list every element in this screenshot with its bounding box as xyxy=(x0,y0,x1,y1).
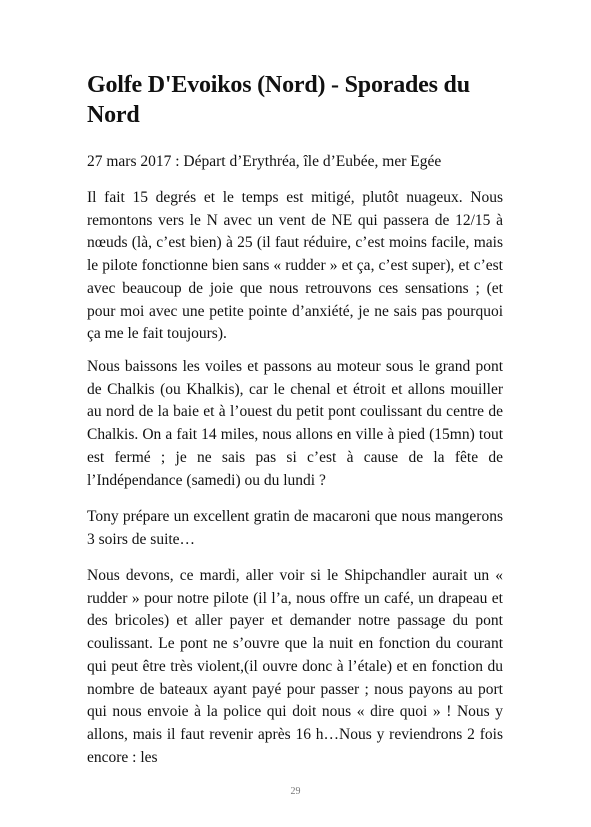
page-number: 29 xyxy=(290,786,301,797)
paragraph-2: Nous baissons les voiles et passons au moteur sous le grand pont de Chalkis (ou Khalkis), car le chenal et étroit et allons mouiller au nord de la baie et à l’ouest du petit pont coulissant du centre de Chalkis. On a fait 14 miles, nous allons en ville à pied (15mn) tout est fermé ; je ne sais pas si c’est à cause de la fête de l’Indépendance (samedi) ou du lundi ? xyxy=(87,358,503,489)
paragraph-4: Nous devons, ce mardi, aller voir si le Shipchandler aurait un « rudder » pour notre pilote (il l’a, nous offre un café, un drapeau et des bricoles) et aller payer et demander notre passage du pont coulissant. Le pont ne s’ouvre que la nuit en fonction du courant qui peut être très violent,(il ouvre donc à l’étale) et en fonction du nombre de bateaux ayant payé pour passer ; nous payons au port qui nous envoie à la police qui doit nous « dire quoi » ! Nous y allons, mais il faut revenir après 16 h…Nous y reviendrons 2 fois encore : les xyxy=(87,567,503,766)
paragraph-3: Tony prépare un excellent gratin de macaroni que nous mangerons 3 soirs de suite… xyxy=(87,508,503,548)
paragraph-1: Il fait 15 degrés et le temps est mitigé, plutôt nuageux. Nous remontons vers le N avec un vent de NE qui passera de 12/15 à nœuds (là, c’est bien) à 25 (il faut réduire, c’est moins facile, mais le pilote fonctionne bien sans « rudder » et ça, c’est super), et c’est avec beaucoup de joie que nous retrouvons ces sensations ; (et pour moi avec une petite pointe d’anxiété, je ne sais pas pourquoi ça me le fait toujours). xyxy=(87,189,503,343)
entry-date-heading: 27 mars 2017 : Départ d’Erythréa, île d’Eubée, mer Egée xyxy=(87,153,442,170)
page-title: Golfe D'Evoikos (Nord) - Sporades du Nord xyxy=(87,72,470,128)
